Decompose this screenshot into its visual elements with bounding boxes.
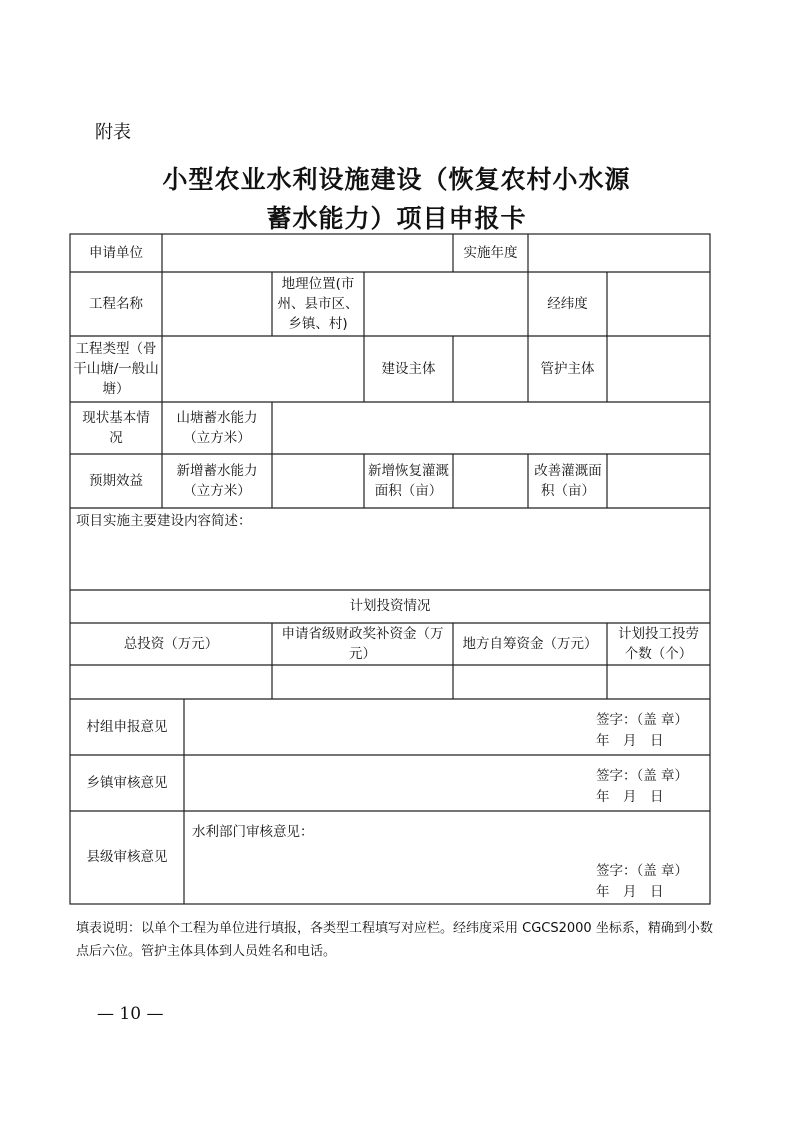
label-village-opinion: 村组申报意见 bbox=[86, 718, 168, 735]
label-applicant: 申请单位 bbox=[89, 244, 143, 261]
label-water-dept-opinion: 水利部门审核意见： bbox=[192, 824, 314, 840]
village-signature: 签字：（盖 章） bbox=[596, 712, 689, 728]
label-latlng: 经纬度 bbox=[547, 295, 588, 312]
label-maintainer: 管护主体 bbox=[540, 360, 595, 377]
label-builder: 建设主体 bbox=[381, 360, 436, 377]
new-capacity-field[interactable] bbox=[272, 454, 364, 508]
new-irrigation-field[interactable] bbox=[453, 454, 528, 508]
town-date: 年 月 日 bbox=[596, 789, 664, 805]
content-desc-field[interactable] bbox=[70, 534, 710, 590]
label-project-type: 工程类型（骨干山塘/一般山塘） bbox=[73, 340, 159, 398]
plan-header: 计划投资情况 bbox=[349, 598, 431, 615]
label-improved-irrigation: 改善灌溉面积（亩） bbox=[534, 462, 602, 499]
form-title-line-1: 小型农业水利设施建设（恢复农村小水源 bbox=[162, 165, 631, 194]
total-invest-field[interactable] bbox=[70, 665, 272, 699]
label-new-capacity: 新增蓄水能力（立方米） bbox=[176, 462, 258, 499]
header-local-fund: 地方自筹资金（万元） bbox=[462, 635, 598, 652]
label-pond-capacity: 山塘蓄水能力（立方米） bbox=[176, 409, 258, 446]
county-signature: 签字：（盖 章） bbox=[596, 863, 689, 879]
village-date: 年 月 日 bbox=[596, 733, 664, 749]
form-title-line-2: 蓄水能力）项目申报卡 bbox=[266, 204, 527, 233]
location-field[interactable] bbox=[364, 272, 528, 336]
label-status: 现状基本情况 bbox=[82, 409, 150, 446]
year-field[interactable] bbox=[528, 234, 710, 272]
local-fund-field[interactable] bbox=[453, 665, 607, 699]
latlng-field[interactable] bbox=[607, 272, 710, 336]
labor-days-field[interactable] bbox=[607, 665, 710, 699]
label-benefit: 预期效益 bbox=[89, 472, 143, 489]
improved-irrigation-field[interactable] bbox=[607, 454, 710, 508]
page-number: — 10 — bbox=[97, 1004, 164, 1024]
fill-instructions: 填表说明：以单个工程为单位进行填报，各类型工程填写对应栏。经纬度采用 CGCS2000 坐标系，精确到小数点后六位。管护主体具体到人员姓名和电话。 bbox=[76, 921, 713, 959]
maintainer-field[interactable] bbox=[607, 336, 710, 402]
pond-capacity-field[interactable] bbox=[272, 402, 710, 454]
applicant-field[interactable] bbox=[162, 234, 453, 272]
label-project-name: 工程名称 bbox=[89, 295, 143, 312]
header-labor-days: 计划投工投劳个数（个） bbox=[618, 625, 699, 662]
label-new-irrigation: 新增恢复灌溉面积（亩） bbox=[368, 462, 449, 499]
project-type-field[interactable] bbox=[162, 336, 364, 402]
label-year: 实施年度 bbox=[463, 244, 518, 261]
provincial-fund-field[interactable] bbox=[272, 665, 453, 699]
county-date: 年 月 日 bbox=[596, 884, 664, 900]
label-content-desc: 项目实施主要建设内容简述： bbox=[76, 512, 252, 529]
attachment-label: 附表 bbox=[95, 122, 131, 143]
town-signature: 签字：（盖 章） bbox=[596, 768, 689, 784]
label-town-opinion: 乡镇审核意见 bbox=[86, 774, 168, 791]
builder-field[interactable] bbox=[453, 336, 528, 402]
project-name-field[interactable] bbox=[162, 272, 272, 336]
label-county-opinion: 县级审核意见 bbox=[86, 849, 168, 866]
header-provincial-fund: 申请省级财政奖补资金（万元） bbox=[281, 625, 444, 662]
header-total-invest: 总投资（万元） bbox=[123, 635, 219, 652]
label-location: 地理位置(市州、县市区、乡镇、村) bbox=[277, 275, 359, 333]
